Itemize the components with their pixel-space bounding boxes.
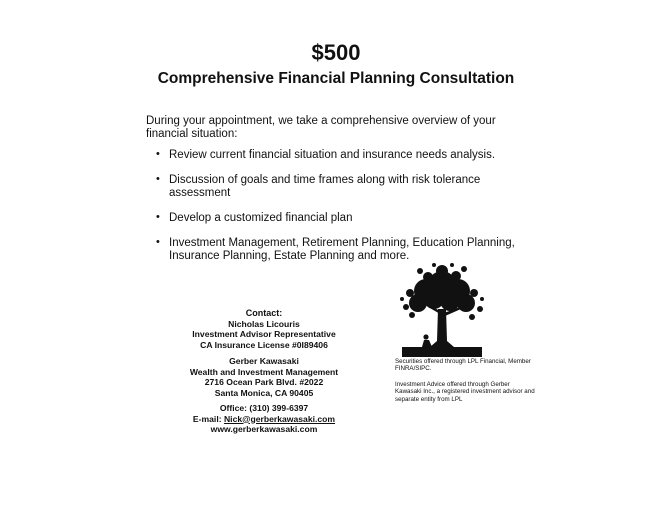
email-label: E-mail:: [192, 413, 224, 424]
contact-block: [170, 308, 358, 350]
contact-name: Nicholas Licouris: [228, 318, 300, 329]
phone-block: [170, 403, 358, 435]
website-link[interactable]: www.gerberkawasaki.com: [210, 424, 318, 435]
bullet-icon: •: [156, 173, 160, 185]
office-phone: Office: (310) 399-6397: [219, 403, 309, 413]
address-line-1: 2716 Ocean Park Blvd. #2022: [204, 377, 324, 388]
list-item: • Review current financial situation and insurance needs analysis.: [156, 148, 496, 161]
contact-title: Investment Advisor Representative: [192, 329, 336, 340]
firm-block: [170, 356, 358, 398]
intro-paragraph: During your appointment, we take a comprehensive overview of your financial situation:: [146, 115, 496, 140]
tree-logo-icon: [398, 263, 486, 358]
contact-license: CA Insurance License #0I89406: [200, 339, 328, 350]
contact-heading: Contact:: [245, 308, 283, 318]
page-title: Comprehensive Financial Planning Consultation: [157, 70, 515, 87]
disclosure-lpl: Securities offered through LPL Financial, Member FINRA/SIPC.: [395, 358, 531, 373]
email-link[interactable]: Nick@gerberkawasaki.com: [223, 413, 336, 424]
address-line-2: Santa Monica, CA 90405: [214, 387, 314, 398]
list-item: • Investment Management, Retirement Planning, Education Planning, Insurance Planning, Estate Planning and more.: [156, 236, 515, 262]
firm-name: Gerber Kawasaki: [229, 356, 299, 366]
bullet-icon: •: [156, 236, 160, 248]
price-heading: $500: [311, 40, 361, 65]
email-line: [170, 414, 358, 425]
list-item: • Discussion of goals and time frames along with risk tolerance assessment: [156, 173, 481, 199]
firm-tagline: Wealth and Investment Management: [189, 366, 339, 377]
bullet-icon: •: [156, 211, 160, 223]
service-list: [156, 149, 536, 263]
list-item: • Develop a customized financial plan: [156, 211, 353, 224]
bullet-icon: •: [156, 148, 160, 160]
disclosure-advisor: Investment Advice offered through Gerber Kawasaki Inc., a registered investment advisor and separate entity from LPL: [395, 381, 535, 403]
